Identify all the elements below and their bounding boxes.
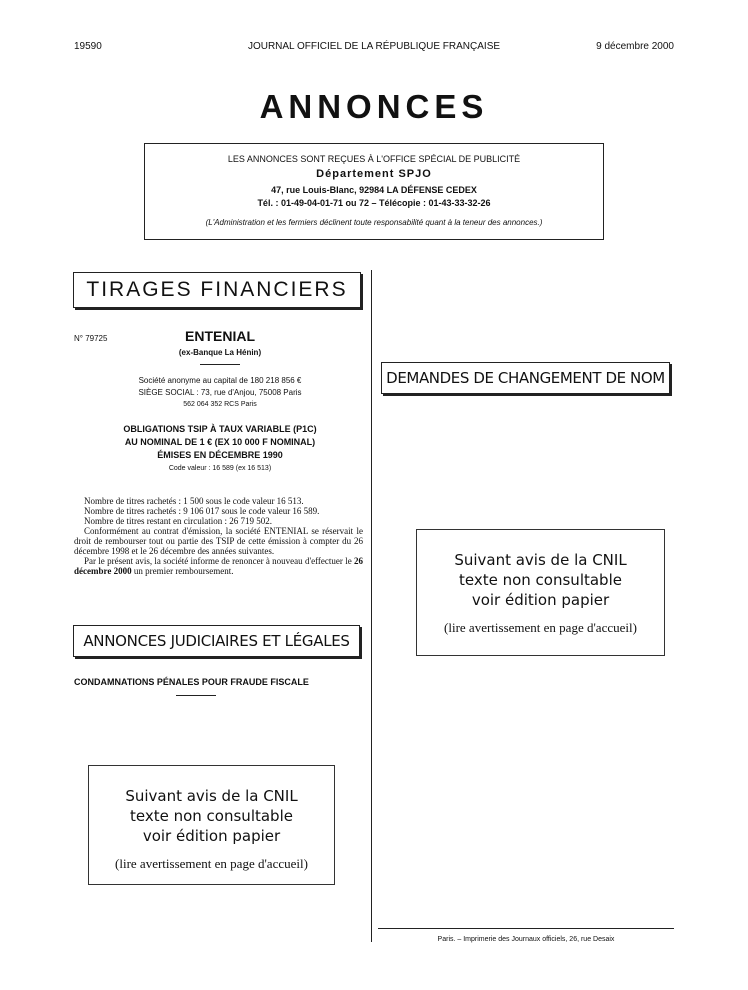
cnil-notice-box	[416, 529, 665, 656]
body-paragraph-final: Par le présent avis, la société informe de renoncer à nouveau d'effectuer le 26 décembre 2000 un premier remboursement.	[74, 556, 363, 576]
company-former-name: (ex-Banque La Hénin)	[178, 348, 262, 357]
cnil-note: (lire avertissement en page d'accueil)	[115, 856, 308, 871]
cnil-line-2: texte non consultable	[459, 571, 622, 589]
printer-footer: Paris. – Imprimerie des Journaux officiels, 26, rue Desaix	[437, 936, 615, 943]
cnil-line-2: texte non consultable	[130, 807, 293, 825]
notice-number: N° 79725	[74, 334, 108, 343]
condamnations-subheading: CONDAMNATIONS PÉNALES POUR FRAUDE FISCALE	[74, 677, 309, 687]
cnil-line-3: voir édition papier	[471, 591, 610, 609]
reimbursement-date: 26 décembre 2000	[74, 556, 363, 576]
body-paragraph: Nombre de titres rachetés : 1 500 sous le code valeur 16 513.	[84, 496, 304, 506]
company-rcs: 562 064 352 RCS Paris	[183, 401, 257, 408]
company-capital: Société anonyme au capital de 180 218 856 €	[138, 376, 302, 385]
info-phone: Tél. : 01-49-04-01-71 ou 72 – Télécopie : 01-43-33-32-26	[257, 198, 491, 208]
cnil-line-3: voir édition papier	[142, 827, 281, 845]
body-paragraph: Nombre de titres rachetés : 9 106 017 sous le code valeur 16 589.	[84, 506, 320, 516]
publicity-info-box	[144, 143, 604, 240]
journal-title: JOURNAL OFFICIEL DE LA RÉPUBLIQUE FRANÇAISE	[247, 41, 501, 52]
info-line-1: LES ANNONCES SONT REÇUES À L'OFFICE SPÉCIAL DE PUBLICITÉ	[227, 154, 521, 164]
changement-de-nom-heading: DEMANDES DE CHANGEMENT DE NOM	[381, 362, 670, 394]
column-divider	[371, 270, 372, 942]
bonds-line-3: ÉMISES EN DÉCEMBRE 1990	[157, 450, 283, 460]
bonds-description	[76, 423, 364, 475]
info-department: Département SPJO	[316, 168, 432, 180]
info-disclaimer: (L'Administration et les fermiers déclinent toute responsabilité quant à la teneur des annonces.)	[205, 218, 543, 227]
page-number: 19590	[74, 41, 102, 52]
company-name: ENTENIAL	[185, 328, 255, 344]
notice-body	[74, 496, 363, 576]
annonces-judiciaires-heading: ANNONCES JUDICIAIRES ET LÉGALES	[73, 625, 360, 657]
footer-rule	[378, 928, 674, 929]
code-valeur: Code valeur : 16 589 (ex 16 513)	[168, 465, 272, 472]
company-info	[80, 375, 360, 411]
cnil-line-1: Suivant avis de la CNIL	[454, 551, 627, 569]
cnil-note: (lire avertissement en page d'accueil)	[444, 620, 637, 635]
bonds-line-1: OBLIGATIONS TSIP À TAUX VARIABLE (P1C)	[123, 424, 317, 434]
cnil-line-1: Suivant avis de la CNIL	[125, 787, 298, 805]
bonds-line-2: AU NOMINAL DE 1 € (EX 10 000 F NOMINAL)	[124, 437, 316, 447]
tirages-financiers-heading: TIRAGES FINANCIERS	[73, 272, 361, 308]
separator-rule	[176, 695, 216, 696]
issue-date: 9 décembre 2000	[596, 41, 674, 52]
page-title: ANNONCES	[259, 88, 489, 125]
body-paragraph: Nombre de titres restant en circulation : 26 719 502.	[84, 516, 272, 526]
separator-rule	[200, 364, 240, 365]
info-address: 47, rue Louis-Blanc, 92984 LA DÉFENSE CEDEX	[271, 185, 477, 195]
company-headquarters: SIÈGE SOCIAL : 73, rue d'Anjou, 75008 Paris	[138, 388, 302, 397]
cnil-notice-box	[88, 765, 335, 885]
body-paragraph: Conformément au contrat d'émission, la société ENTENIAL se réservait le droit de rembourser tout ou partie des TSIP de cette émission à compter du 26 décembre 1998 et le 26 décembre des années suivantes.	[74, 526, 363, 556]
